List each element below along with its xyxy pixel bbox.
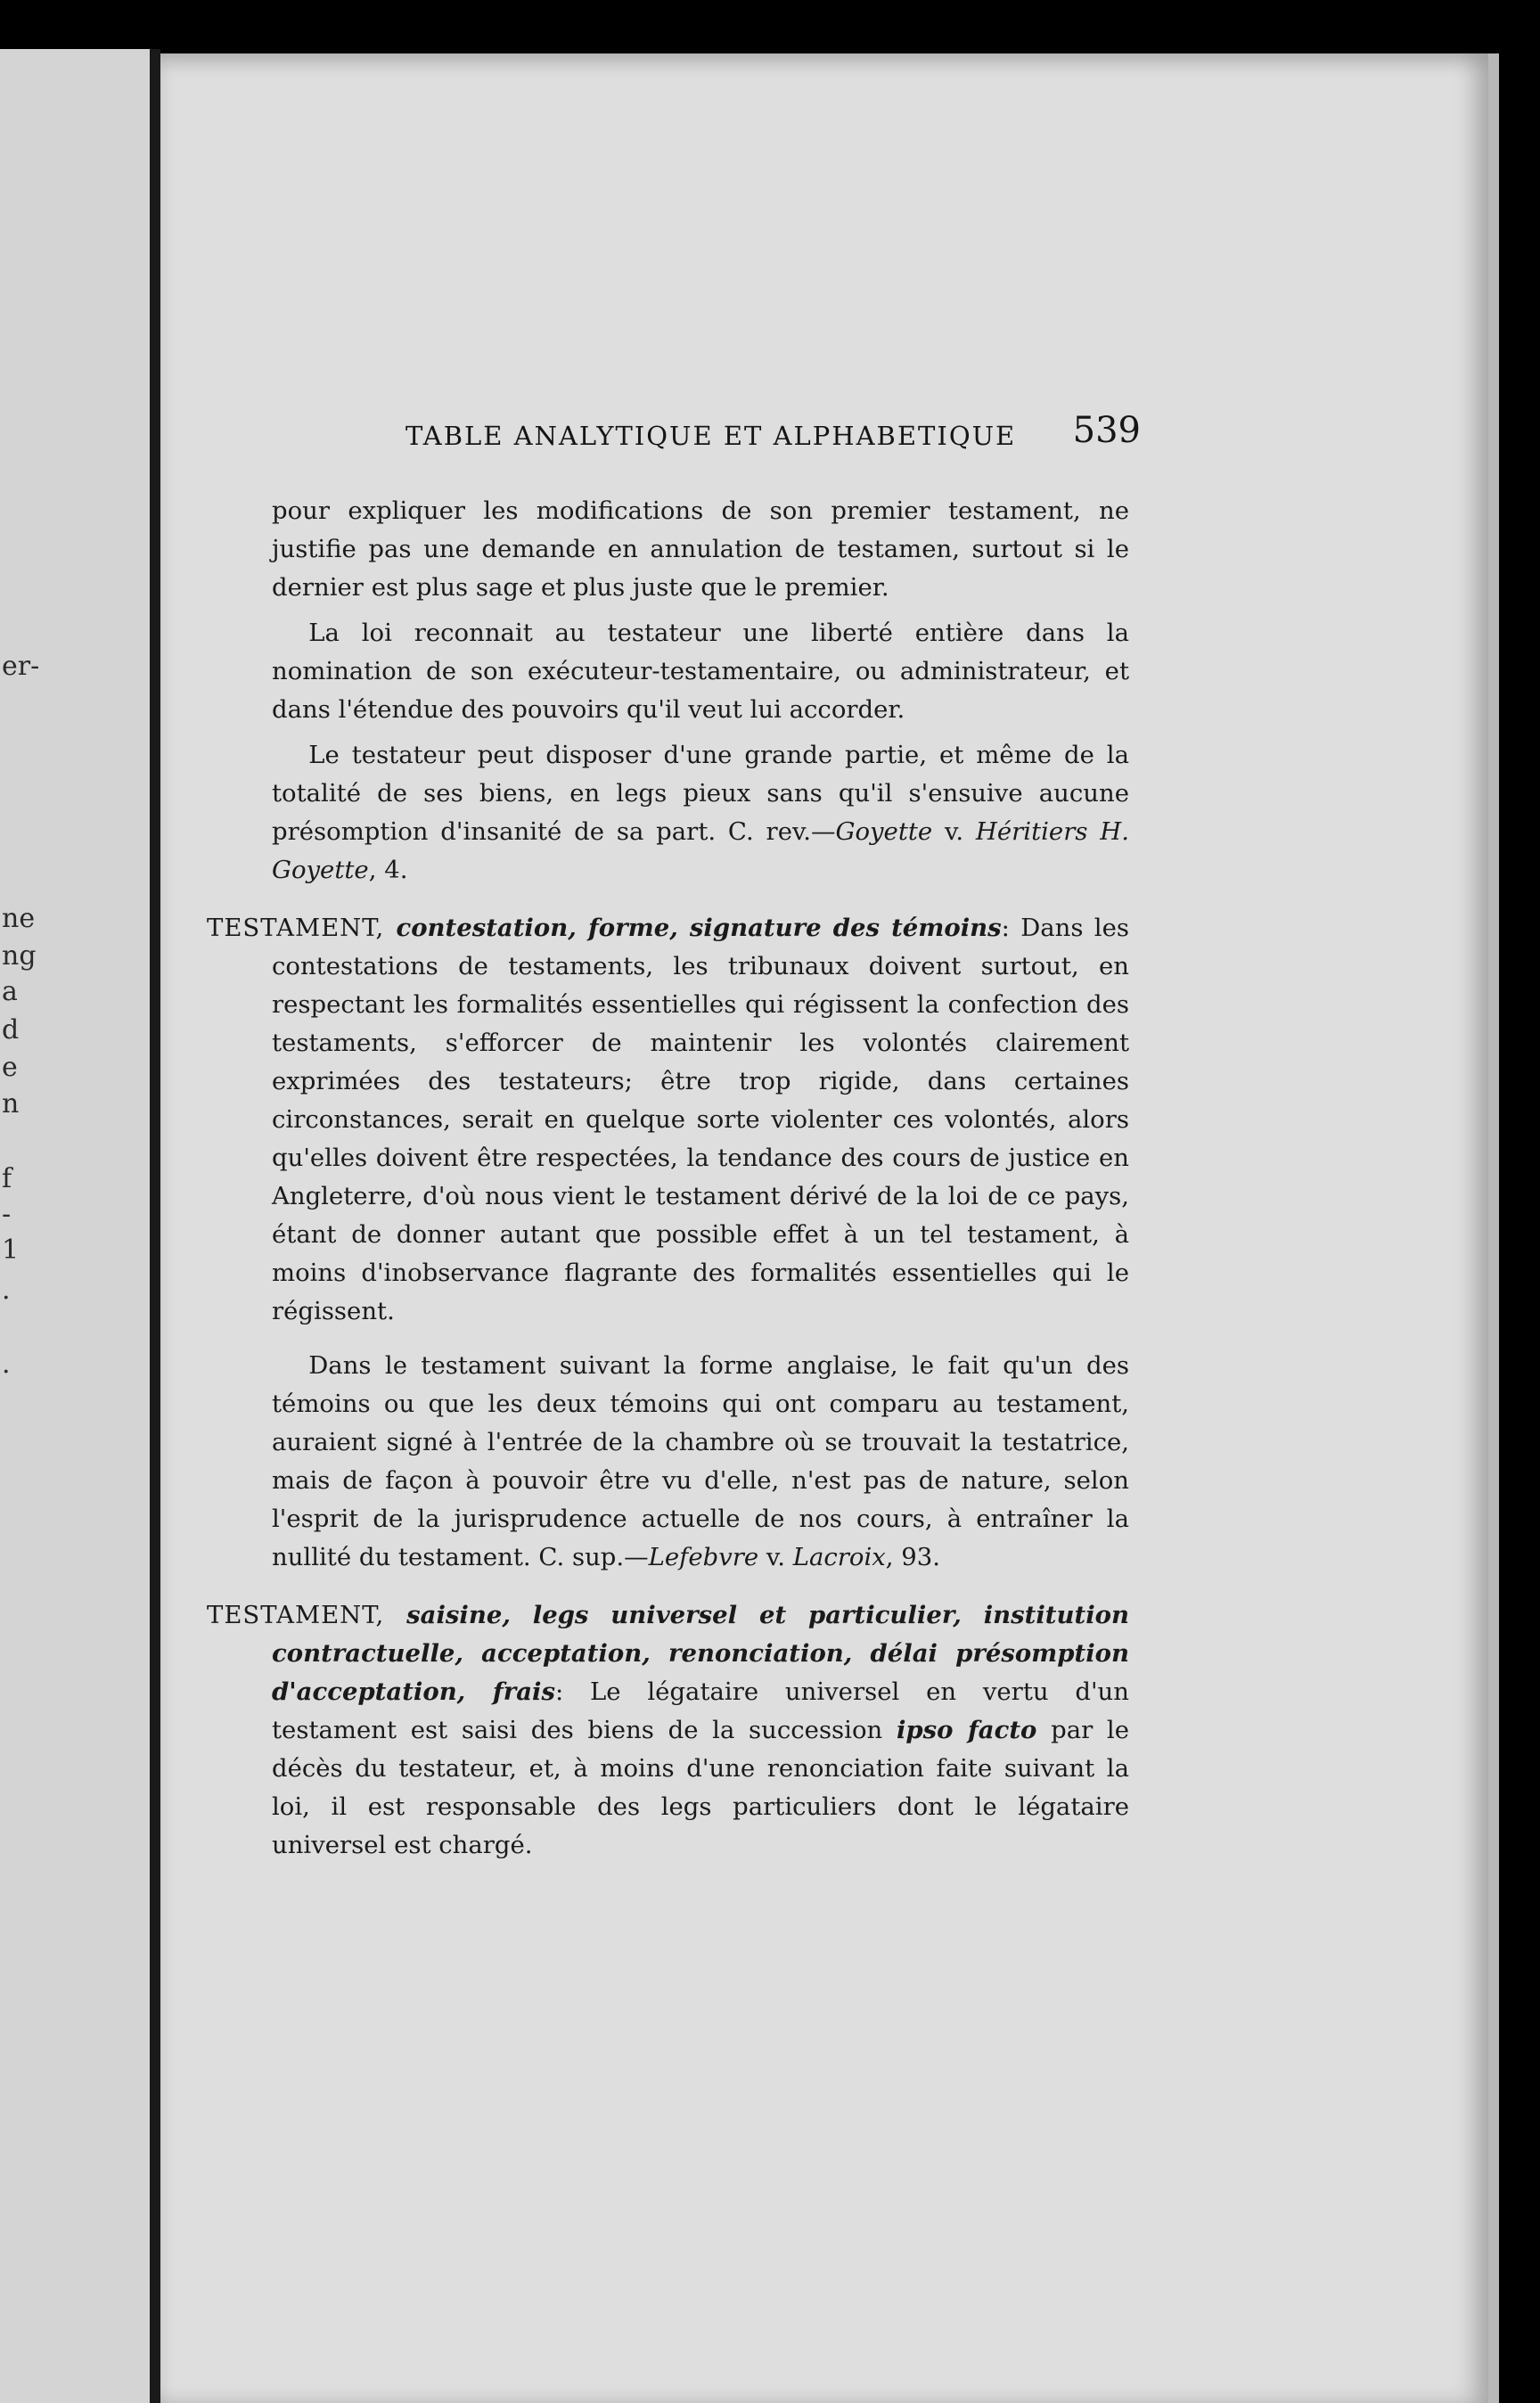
prev-page-fragment: . [2,1349,11,1380]
prev-page-fragment: n [2,1088,20,1119]
prev-page-fragment: - [2,1199,12,1230]
paragraph: La loi reconnait au testateur une liberté entière dans la nomination de son exécuteur-testamentaire, ou administrateur, et dans l'étendue des pouvoirs qu'il veut lui accorder. [272,619,1129,724]
book-gutter [150,49,160,2403]
case-party: Lefebvre [648,1543,759,1571]
page-body [207,492,1130,1881]
prev-page-fragment: ng [2,940,37,972]
citation-page: , 4. [368,856,408,884]
prev-page-fragment: f [2,1163,12,1194]
paragraph-text: Le testateur peut disposer d'une grande partie, et même de la totalité de ses biens, en legs pieux sans qu'il s'ensuive aucune présomption d'insanité de sa part. C. rev.— [272,741,1129,846]
previous-page-edge [0,49,150,2403]
entry-subject: saisine, legs universel et particulier, institution contractuelle, acceptation, renonciation, délai présomption d'acceptation, frais [272,1601,1129,1706]
case-party: Lacroix [792,1543,886,1571]
entry-text: Dans les contestations de testaments, les tribunaux doivent surtout, en respectant les formalités essentielles qui régissent la confection des testaments, s'efforcer de maintenir les volontés clairement exprimées des testateurs; être trop rigide, dans certaines circonstances, serait en quelque sorte violenter ces volontés, alors qu'elles doivent être respectées, la tendance des cours de justice en Angleterre, d'où nous vient le testament dérivé de la loi de ce pays, étant de donner autant que possible effet à un tel testament, à moins d'inobservance flagrante des formalités essentielles qui le régissent. [272,914,1129,1325]
paragraph-text: Dans le testament suivant la forme anglaise, le fait qu'un des témoins ou que les deux témoins qui ont comparu au testament, auraient signé à l'entrée de la chambre où se trouvait la testatrice, mais de façon à pouvoir être vu d'elle, n'est pas de nature, selon l'esprit de la jurisprudence actuelle de nos cours, à entraîner la nullité du testament. C. sup.— [272,1351,1129,1571]
page-number: 539 [1072,410,1141,451]
prev-page-fragment: . [2,1275,11,1306]
case-party: Héritiers H. Goyette [272,817,1130,884]
entry-colon: : [554,1677,564,1706]
index-entry [207,909,1129,1331]
entry-headword: TESTAMENT, [207,1601,385,1629]
prev-page-fragment: er- [2,651,40,682]
paragraph: pour expliquer les modifications de son premier testament, ne justifie pas une demande en annulation de testamen, surtout si le dernier est plus sage et plus juste que le premier. [272,496,1129,602]
prev-page-fragment: ne [2,903,36,934]
prev-page-fragment: a [2,976,18,1007]
running-title: TABLE ANALYTIQUE ET ALPHABETIQUE [405,421,1017,451]
prev-page-fragment: d [2,1014,20,1046]
entry-text: Le légataire universel en vertu d'un testament est saisi des biens de la succession [272,1677,1129,1744]
paragraph [272,1347,1129,1577]
entry-colon: : [1001,914,1010,942]
prev-page-fragment: e [2,1052,18,1083]
prev-page-fragment: 1 [2,1234,20,1266]
entry-headword: TESTAMENT, [207,914,385,942]
versus: v. [758,1543,793,1571]
paragraph [272,736,1129,890]
page-edge [1488,53,1499,2403]
running-head [245,410,1141,463]
versus: v. [932,817,976,846]
latin-term: ipso facto [896,1716,1037,1744]
entry-subject: contestation, forme, signature des témoins [384,914,1002,942]
citation-page: , 93. [885,1543,940,1571]
case-party: Goyette [835,817,933,846]
entry-text: par le décès du testateur, et, à moins d'une renonciation faite suivant la loi, il est responsable des legs particuliers dont le légataire universel est chargé. [272,1716,1130,1859]
index-entry [207,1596,1129,1865]
